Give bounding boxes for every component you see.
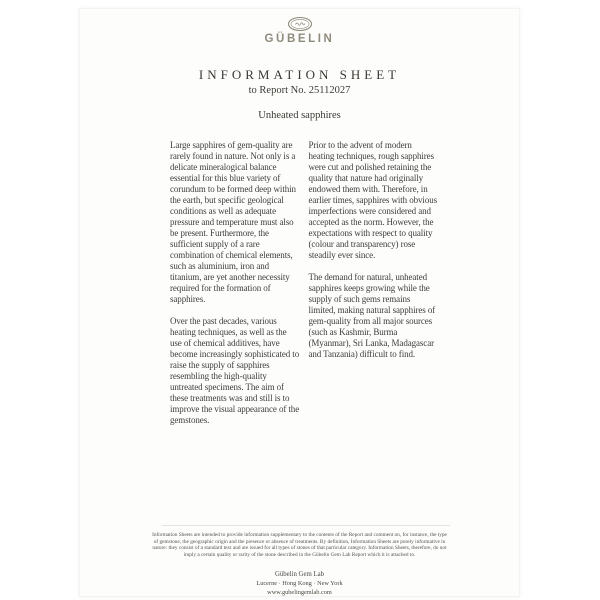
gubelin-logo [80, 16, 519, 45]
section-title: Unheated sapphires [258, 110, 341, 121]
gubelin-crest-icon [287, 16, 313, 32]
document-title: INFORMATION SHEET [198, 67, 401, 82]
disclaimer-text: Information Sheets are intended to provide information supplementary to the contents of the Report and comment on, for instance, the type of gemstone, the geographic origin and the presence or absence of treatments. By definition, Information Sheets are purely informative in nature: they consist of a standard text and are issued for all types of stones of that particular category. Information Sheets, therefore, do not imply a certain quality or rarity of the stone described in the Gübelin Gem Lab Report which it is attached to. [152, 532, 447, 558]
information-sheet-page [79, 8, 520, 597]
gubelin-wordmark: GÜBELIN [264, 33, 335, 45]
right-column [309, 140, 439, 437]
lab-name: Gübelin Gem Lab [274, 571, 325, 578]
right-paragraph-2: The demand for natural, unheated sapphires keeps growing while the supply of such gems remains limited, making natural sapphires of gem-quality from all major sources (such as Kashmir, Burma (Myanmar), Sri Lanka, Madagascar and Tanzania) difficult to find. [308, 272, 436, 359]
body-columns [170, 140, 438, 437]
page-footer [80, 570, 519, 597]
left-column [170, 140, 300, 437]
left-paragraph-2: Over the past decades, various heating techniques, as well as the use of chemical additives, have become increasingly sophisticated to raise the supply of sapphires resembling the high-quality untreated specimens. The aim of these treatments was and still is to improve the visual appearance of the gemstones. [170, 316, 300, 425]
right-paragraph-1: Prior to the advent of modern heating techniques, rough sapphires were cut and polished retaining the quality that nature had originally endowed them with. Therefore, in earlier times, sapphires with obvious imperfections were considered and accepted as the norm. However, the expectations with respect to quality (colour and transparency) rose steadily ever since. [308, 140, 438, 260]
report-number: to Report No. 25112027 [248, 85, 351, 96]
left-paragraph-1: Large sapphires of gem-quality are rarely found in nature. Not only is a delicate mineralogical balance essential for this blue variety of corundum to be formed deep within the earth, but specific geological conditions as well as adequate pressure and temperature must also be present. Furthermore, the sufficient supply of a rare combination of chemical elements, such as aluminium, iron and titanium, are yet another necessity required for the formation of sapphires. [170, 140, 296, 304]
lab-locations: Lucerne · Hong Kong · New York [256, 580, 343, 587]
footer-divider [162, 525, 450, 526]
lab-website: www.gubelingemlab.com [267, 589, 332, 596]
